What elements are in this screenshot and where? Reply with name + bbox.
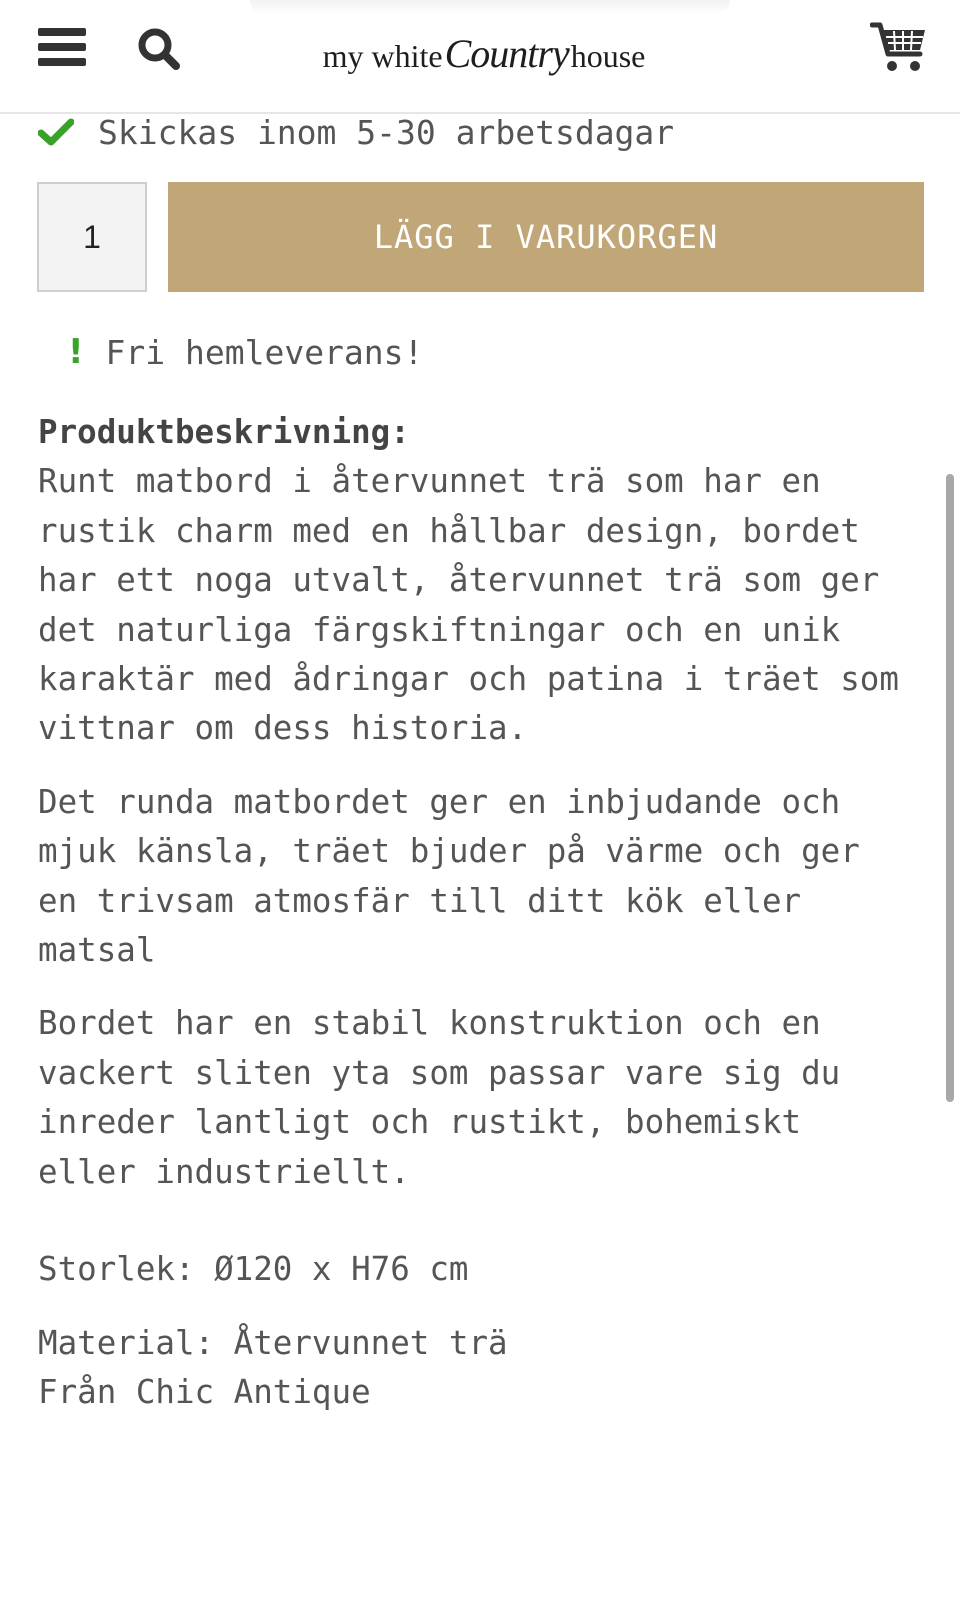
quantity-input[interactable] (37, 182, 147, 292)
description-heading: Produktbeskrivning: (38, 413, 410, 451)
scrollbar-thumb[interactable] (946, 474, 954, 1102)
description-paragraph: Det runda matbordet ger en inbjudande och mjuk känsla, träet bjuder på värme och ger en trivsam atmosfär till ditt kök eller matsal (38, 782, 860, 970)
cart-icon[interactable] (870, 20, 928, 74)
search-icon-graphic (136, 26, 182, 72)
menu-bar (38, 58, 86, 66)
description-paragraph: Bordet har en stabil konstruktion och en vackert sliten yta som passar vare sig du inreder lantligt och rustikt, bohemiskt eller industriellt. (38, 1004, 841, 1191)
free-delivery-info (68, 328, 423, 376)
shipping-text: Skickas inom 5-30 arbetsdagar (98, 112, 675, 152)
cart-icon-graphic (870, 20, 928, 74)
check-icon (38, 117, 74, 147)
menu-bar (38, 28, 86, 36)
search-icon[interactable] (136, 26, 182, 72)
menu-bar (38, 43, 86, 51)
product-description (38, 408, 918, 1417)
exclamation-icon: ! (68, 332, 84, 372)
logo-text-my-white: my white (322, 38, 443, 74)
menu-icon[interactable] (38, 26, 86, 68)
product-size: Storlek: Ø120 x H76 cm (38, 1250, 469, 1289)
product-material: Material: Återvunnet trä (38, 1323, 508, 1362)
logo-text-country: Country (444, 31, 569, 76)
description-paragraph: Runt matbord i återvunnet trä som har en rustik charm med en hållbar design, bordet har ett noga utvalt, återvunnet trä som ger det naturliga färgskiftningar och en unik karaktär med ådringar och patina i träet som vittnar om dess historia. (38, 462, 899, 748)
add-to-cart-button[interactable]: LÄGG I VARUKORGEN (168, 182, 924, 292)
product-brand: Från Chic Antique (38, 1372, 371, 1411)
shipping-info (38, 108, 674, 156)
logo-text-house: house (570, 38, 646, 74)
site-header (0, 0, 960, 114)
site-logo[interactable] (314, 26, 654, 82)
free-delivery-text: Fri hemleverans! (105, 332, 424, 372)
header-shadow (250, 0, 730, 14)
